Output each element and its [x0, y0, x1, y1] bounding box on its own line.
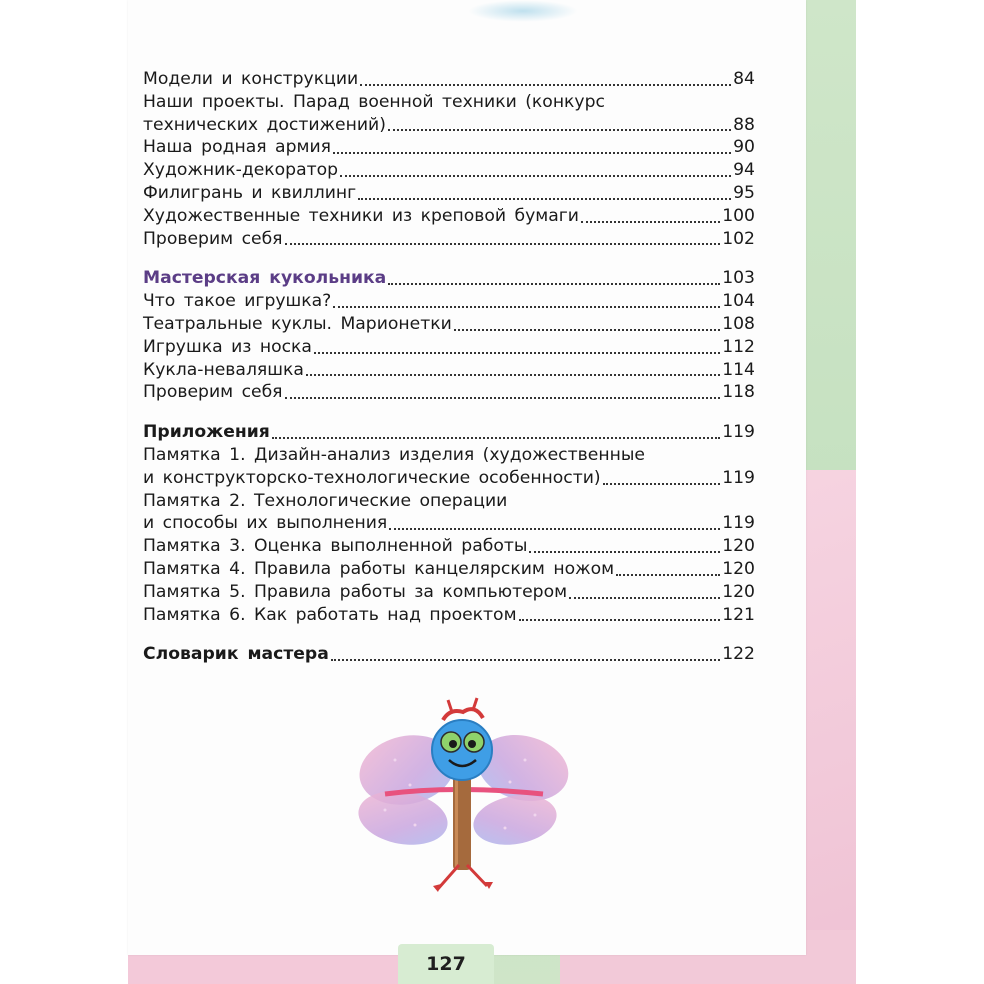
dot-leader [569, 597, 720, 599]
toc-entry-title: Кукла-неваляшка [143, 359, 304, 380]
toc-entry-title: Модели и конструкции [143, 69, 359, 89]
table-of-contents [143, 68, 755, 666]
section-spacer [143, 626, 755, 643]
toc-entry [143, 512, 755, 535]
dot-leader [285, 397, 721, 399]
dot-leader [360, 84, 731, 86]
toc-entry [143, 228, 755, 251]
toc-entry-line: Памятка 2. Технологические операции [143, 490, 508, 511]
toc-page-number: 119 [722, 513, 755, 534]
dot-leader [603, 483, 721, 485]
toc-entry-title: и конструкторско-технологические особенности) [143, 467, 601, 488]
dot-leader [388, 129, 731, 131]
toc-entry [143, 313, 755, 336]
toc-page-number: 112 [722, 336, 755, 357]
toc-entry [143, 205, 755, 228]
decorative-smudge [468, 0, 578, 22]
toc-entry [143, 558, 755, 581]
toc-section-heading [143, 643, 755, 666]
toc-entry-title: Игрушка из носка [143, 336, 312, 357]
toc-entry-line: Памятка 1. Дизайн-анализ изделия (художественные [143, 444, 645, 465]
toc-entry-title: Что такое игрушка? [143, 291, 332, 312]
toc-entry-title: Проверим себя [143, 228, 283, 249]
toc-entry-title: Памятка 4. Правила работы канцелярским ножом [143, 558, 615, 579]
dot-leader [272, 437, 720, 439]
toc-page-number: 114 [722, 359, 755, 380]
toc-page-number: 84 [733, 69, 755, 89]
toc-page-number: 118 [722, 382, 755, 403]
dot-leader [314, 352, 720, 354]
toc-entry-title: Проверим себя [143, 382, 283, 403]
toc-page-number: 103 [722, 268, 755, 289]
toc-entry-title: Филигрань и квиллинг [143, 182, 357, 203]
page-number: 127 [398, 944, 494, 984]
toc-entry [143, 290, 755, 313]
toc-entry [143, 136, 755, 159]
dot-leader [389, 528, 720, 530]
toc-entry-title: и способы их выполнения [143, 513, 388, 534]
dot-leader [333, 306, 720, 308]
toc-page-number: 119 [722, 467, 755, 488]
dragonfly-craft-image [355, 690, 570, 900]
toc-entry [143, 182, 755, 205]
dot-leader [331, 659, 720, 661]
toc-page-number: 88 [733, 114, 755, 135]
toc-entry-title: Приложения [143, 422, 270, 443]
toc-page-number: 121 [722, 604, 755, 625]
toc-entry-title: Памятка 6. Как работать над проектом [143, 604, 517, 625]
dot-leader [519, 619, 721, 621]
toc-entry-title: Памятка 3. Оценка выполненной работы [143, 536, 528, 557]
toc-page-number: 90 [733, 137, 755, 158]
toc-entry-title: Памятка 5. Правила работы за компьютером [143, 581, 568, 602]
section-spacer [143, 404, 755, 421]
toc-page-number: 120 [722, 536, 755, 557]
dot-leader [454, 329, 720, 331]
toc-page-number: 100 [722, 205, 755, 226]
toc-entry [143, 114, 755, 137]
toc-entry [143, 381, 755, 404]
toc-entry-title: Наша родная армия [143, 137, 331, 158]
toc-entry [143, 604, 755, 627]
toc-entry [143, 68, 755, 91]
toc-entry [143, 359, 755, 382]
toc-entry [143, 535, 755, 558]
toc-page-number: 108 [722, 313, 755, 334]
toc-page-number: 120 [722, 581, 755, 602]
toc-page-number: 122 [722, 644, 755, 665]
toc-page-number: 95 [733, 182, 755, 203]
toc-entry-title: Словарик мастера [143, 644, 329, 665]
dot-leader [581, 221, 720, 223]
toc-entry [143, 336, 755, 359]
toc-page-number: 119 [722, 422, 755, 443]
toc-entry-line: Наши проекты. Парад военной техники (конкурс [143, 91, 605, 112]
dot-leader [358, 198, 731, 200]
toc-entry-title: Художник-декоратор [143, 160, 339, 181]
toc-entry-title: Театральные куклы. Марионетки [143, 313, 452, 334]
toc-entry-title: Художественные техники из креповой бумаги [143, 205, 579, 226]
dot-leader [306, 374, 720, 376]
section-spacer [143, 250, 755, 267]
toc-page-number: 102 [722, 228, 755, 249]
toc-section-heading [143, 421, 755, 444]
dot-leader [285, 243, 721, 245]
dot-leader [616, 574, 720, 576]
dot-leader [333, 152, 731, 154]
dot-leader [388, 283, 720, 285]
toc-section-heading [143, 267, 755, 290]
toc-entry [143, 159, 755, 182]
toc-entry-title: технических достижений) [143, 114, 386, 135]
dot-leader [340, 175, 731, 177]
dot-leader [529, 551, 720, 553]
toc-page-number: 94 [733, 160, 755, 181]
toc-entry-title: Мастерская кукольника [143, 268, 387, 289]
toc-page-number: 104 [722, 291, 755, 312]
toc-entry [143, 467, 755, 490]
toc-entry [143, 581, 755, 604]
toc-page-number: 120 [722, 558, 755, 579]
